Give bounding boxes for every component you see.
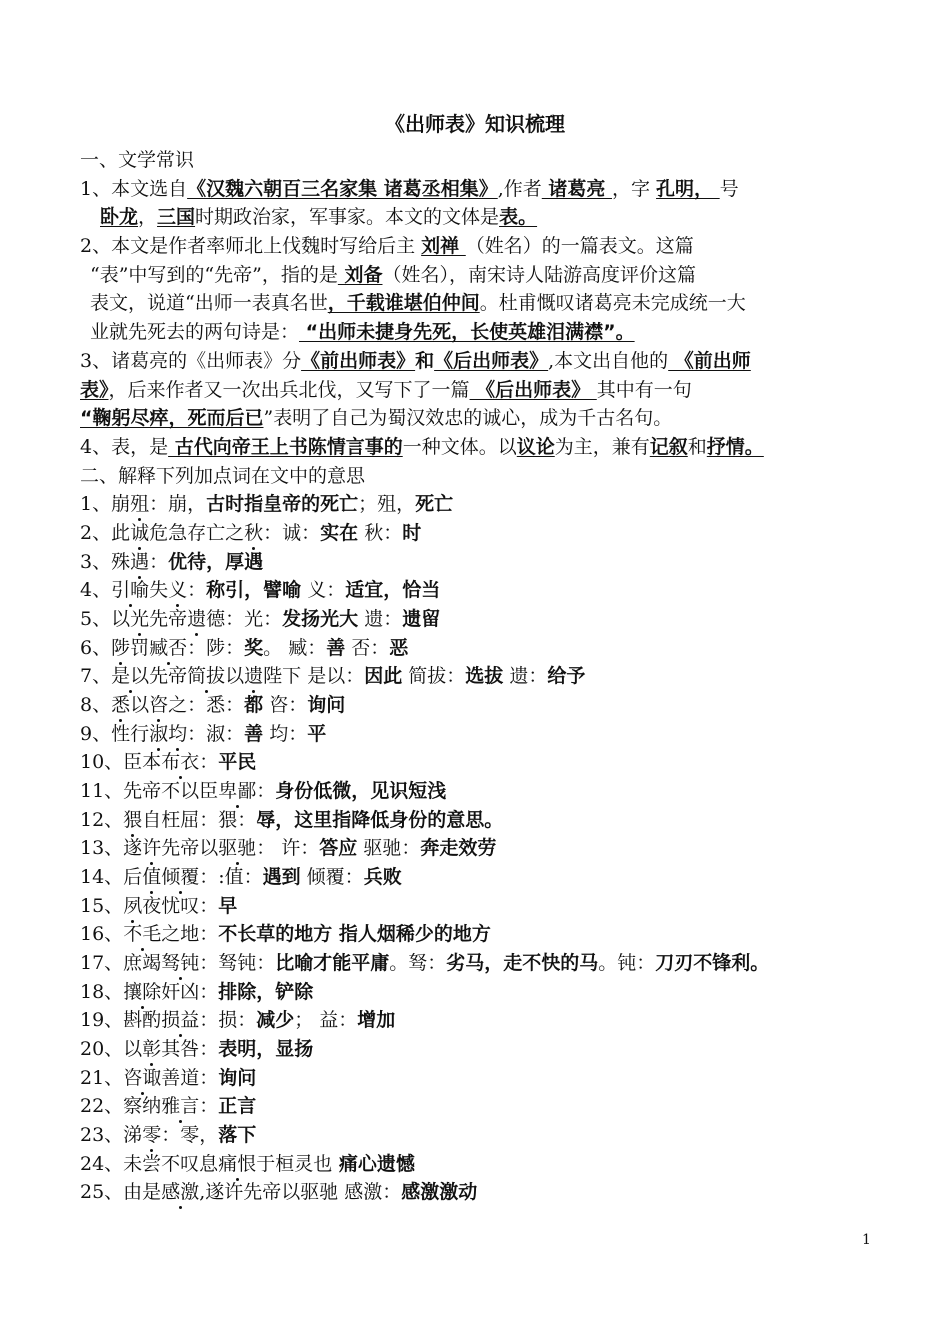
text: ：零， <box>161 1124 219 1146</box>
answer: 平 <box>307 723 327 745</box>
list-item <box>80 949 769 977</box>
paragraph-3-line-1 <box>80 347 751 375</box>
paragraph-3-line-2 <box>80 376 692 404</box>
list-item <box>80 1092 256 1120</box>
paragraph-3-line-3 <box>80 404 672 432</box>
text: ： <box>187 579 207 601</box>
text: 1、本文选自 <box>80 178 188 200</box>
paragraph-2-line-3 <box>90 289 746 317</box>
answer-era: 三国 <box>157 206 196 228</box>
text: ；殂， <box>358 493 416 515</box>
text: 时期政治家，军事家。本文的文体是 <box>195 206 500 228</box>
answer: 答应 <box>319 837 358 859</box>
dotted-word: 淑 <box>149 723 169 745</box>
text: 以 <box>225 665 245 687</box>
list-item <box>80 777 446 805</box>
text: 和 <box>415 350 435 372</box>
list-item <box>80 1035 313 1063</box>
answer-source-memorial-end: 表》 <box>80 379 109 401</box>
list-item <box>80 920 491 948</box>
text: 19、斟酌 <box>80 1009 162 1031</box>
dotted-word: 彰 <box>142 1038 162 1060</box>
dotted-word: 是以 <box>111 665 150 687</box>
dotted-word: 值 <box>142 866 162 888</box>
answer-later-lord: 刘禅 <box>421 235 466 257</box>
dotted-word: 咨 <box>149 694 169 716</box>
text: ：:值： <box>199 866 263 888</box>
dotted-word: 痛恨 <box>218 1153 257 1175</box>
answer: 劣马，走不快的马 <box>446 952 599 974</box>
answer: 早 <box>218 895 238 917</box>
answer-argument: 议论 <box>516 436 555 458</box>
text: ， <box>138 206 158 228</box>
dotted-word: 布衣 <box>161 751 200 773</box>
text: 18、 <box>80 981 124 1003</box>
text: 夜忧叹： <box>142 895 219 917</box>
text: 20、以 <box>80 1038 143 1060</box>
answer: 给予 <box>547 665 586 687</box>
list-item <box>80 863 402 891</box>
list-item <box>80 576 440 604</box>
text: 7、 <box>80 665 112 687</box>
list-item <box>80 1150 415 1178</box>
answer-second-memorial: 《后出师表》 <box>469 379 597 401</box>
answer: 询问 <box>307 694 346 716</box>
list-item <box>80 748 256 776</box>
text: ； 益： <box>294 1009 358 1031</box>
text: 陛下 是以： <box>263 665 365 687</box>
dotted-word: 攘除 <box>123 981 162 1003</box>
text: 3、殊 <box>80 551 131 573</box>
text: 之地： <box>161 923 219 945</box>
text: 为主，兼有 <box>554 436 650 458</box>
text: 否： <box>345 637 390 659</box>
answer-courtesy-name: 孔明， <box>656 178 720 200</box>
answer-genre-definition: 古代向帝王上书陈情言事的 <box>168 436 403 458</box>
answer: 时 <box>402 522 422 544</box>
text: 罚 <box>130 637 150 659</box>
dotted-word: 引喻 <box>111 579 150 601</box>
text: 。杜甫慨叹诸葛亮未完成统一大 <box>479 292 746 314</box>
paragraph-1-line-1 <box>80 175 739 203</box>
text: ：诚： <box>263 522 321 544</box>
text: 12、 <box>80 809 124 831</box>
answer-genre: 表。 <box>499 206 538 228</box>
answer: 古时指皇帝的死亡 <box>206 493 359 515</box>
answer-former-emperor: 刘备 <box>337 264 383 286</box>
answer: 恶 <box>389 637 409 659</box>
dotted-word: 遗 <box>187 608 207 630</box>
text: 感激： <box>338 1181 402 1203</box>
answer: 适宜，恰当 <box>345 579 441 601</box>
list-item <box>80 548 263 576</box>
list-item <box>80 605 440 633</box>
text: 2、本文是作者率师北上伐魏时写给后主 <box>80 235 422 257</box>
dotted-word: 光 <box>130 608 150 630</box>
dotted-word: 雅言 <box>161 1095 200 1117</box>
text: 4、表，是 <box>80 436 169 458</box>
list-item <box>80 1121 256 1149</box>
text: 危急存亡之 <box>149 522 245 544</box>
answer: 选拔 <box>465 665 504 687</box>
text: 表文，说道“出师一表真名世 <box>90 292 328 314</box>
text: 自枉屈：猥： <box>142 809 257 831</box>
text: 21、 <box>80 1067 124 1089</box>
paragraph-4 <box>80 433 764 461</box>
dotted-word: 卑鄙 <box>218 780 257 802</box>
text: 均： <box>263 723 308 745</box>
text: 倾覆： <box>300 866 364 888</box>
text: 3、诸葛亮的《出师表》分 <box>80 350 302 372</box>
list-item <box>80 806 503 834</box>
dotted-word: 殂 <box>130 493 150 515</box>
answer-former-memorial: 《前出师表》 <box>301 350 416 372</box>
text: 其咎： <box>161 1038 219 1060</box>
text: ：驽钝： <box>199 952 276 974</box>
answer: 称引，譬喻 <box>206 579 302 601</box>
dotted-word: 零 <box>142 1124 162 1146</box>
answer: 排除，铲除 <box>218 981 314 1003</box>
answer: 增加 <box>357 1009 396 1031</box>
paragraph-2-line-2 <box>90 261 696 289</box>
text: 驱驰： <box>357 837 421 859</box>
dotted-word: 损益 <box>161 1009 200 1031</box>
answer-du-fu-poem: “出师未捷身先死，长使英雄泪满襟”。 <box>299 321 635 343</box>
answer: 辱，这里指降低身份的意思。 <box>256 809 504 831</box>
dotted-word: 猥 <box>123 809 143 831</box>
text: 以 <box>130 694 150 716</box>
answer: 感激激动 <box>401 1181 478 1203</box>
text: 25、由是 <box>80 1181 162 1203</box>
text: 奸凶： <box>161 981 219 1003</box>
text: 22、察纳 <box>80 1095 162 1117</box>
text: 德：光： <box>206 608 283 630</box>
answer: 兵败 <box>363 866 402 888</box>
text: 业就先死去的两句诗是： <box>90 321 300 343</box>
dotted-word: 许 <box>142 837 162 859</box>
answer-source-book: 《汉魏六朝百三名家集 诸葛丞相集》 <box>187 178 498 200</box>
answer: 善 <box>326 637 346 659</box>
answer: 不长草的地方 指人烟稀少的地方 <box>218 923 491 945</box>
text: 和 <box>687 436 707 458</box>
list-item <box>80 834 496 862</box>
list-item <box>80 892 237 920</box>
text: 义： <box>301 579 346 601</box>
text: ：损： <box>199 1009 257 1031</box>
text: 13、遂 <box>80 837 143 859</box>
answer: 死亡 <box>415 493 454 515</box>
text: 24、未尝不叹息 <box>80 1153 219 1175</box>
answer-lyricism: 抒情。 <box>706 436 764 458</box>
dotted-word: 义 <box>168 579 188 601</box>
text: 先帝 <box>149 665 188 687</box>
answer-narration: 记叙 <box>649 436 688 458</box>
text: 其中有一句 <box>596 379 692 401</box>
section-heading-word-explanations: 二、解释下列加点词在文中的意思 <box>80 465 366 487</box>
dotted-word: 诚 <box>130 522 150 544</box>
text: ： 许： <box>256 837 320 859</box>
list-item <box>80 519 421 547</box>
document-title: 《出师表》知识梳理 <box>385 112 565 136</box>
text: 之：悉： <box>168 694 245 716</box>
dotted-word: 简拔 <box>187 665 226 687</box>
answer: 都 <box>244 694 264 716</box>
answer: 比喻才能平庸 <box>275 952 390 974</box>
text: 善道： <box>161 1067 219 1089</box>
text: ： <box>149 551 169 573</box>
list-item <box>80 1064 256 1092</box>
text: 。钝： <box>598 952 656 974</box>
answer: 奖 <box>244 637 264 659</box>
answer: 正言 <box>218 1095 257 1117</box>
text: 咨： <box>263 694 308 716</box>
text: 8、 <box>80 694 112 716</box>
answer-famous-phrase: “鞠躬尽瘁，死而后已 <box>80 407 264 429</box>
text: 2、此 <box>80 522 131 544</box>
dotted-word: 倾覆 <box>161 866 200 888</box>
text: 一种文体。以 <box>402 436 517 458</box>
text: 于桓灵也 <box>256 1153 333 1175</box>
text: 遗： <box>503 665 548 687</box>
text: 遗： <box>358 608 403 630</box>
list-item <box>80 978 313 1006</box>
answer: 优待，厚遇 <box>168 551 264 573</box>
text: 秋： <box>358 522 403 544</box>
text: 5、以 <box>80 608 131 630</box>
dotted-word: 悉 <box>111 694 131 716</box>
text: ,作者 <box>497 178 542 200</box>
text: （姓名）的一篇表文。这篇 <box>465 235 694 257</box>
text: 23、涕 <box>80 1124 143 1146</box>
answer: 实在 <box>320 522 359 544</box>
page-number: 1 <box>862 1232 871 1248</box>
text: 16、 <box>80 923 124 945</box>
answer: 平民 <box>218 751 257 773</box>
section-heading-literary-knowledge: 一、文学常识 <box>80 149 195 171</box>
text: ，字 <box>612 178 657 200</box>
answer: 痛心遗憾 <box>332 1153 415 1175</box>
text: ，后来作者又一次出兵北伐，又写下了一篇 <box>108 379 470 401</box>
answer: 因此 <box>364 665 403 687</box>
text: 简拔： <box>402 665 466 687</box>
text: 先帝以 <box>161 837 219 859</box>
text: ,本文出自他的 <box>548 350 669 372</box>
dotted-word: 均 <box>168 723 188 745</box>
answer: 遗留 <box>402 608 441 630</box>
answer: 落下 <box>218 1124 257 1146</box>
list-item <box>80 691 345 719</box>
text: （姓名），南宋诗人陆游高度评价这篇 <box>382 264 696 286</box>
text: 4、 <box>80 579 112 601</box>
answer-latter-memorial: 《后出师表》 <box>434 350 549 372</box>
text: 失 <box>149 579 169 601</box>
text: 6、 <box>80 637 112 659</box>
dotted-word: 遇 <box>130 551 150 573</box>
dotted-word: 臧否 <box>149 637 188 659</box>
answer: 遇到 <box>262 866 301 888</box>
answer: 善 <box>244 723 264 745</box>
text: 。驽： <box>389 952 447 974</box>
dotted-word: 夙 <box>123 895 143 917</box>
text: ：陟： <box>187 637 245 659</box>
dotted-word: 驱驰 <box>218 837 257 859</box>
text: ,遂许先帝以驱驰 <box>199 1181 339 1203</box>
answer: 减少 <box>256 1009 295 1031</box>
text: 9、性行 <box>80 723 150 745</box>
answer-source-memorial: 《前出师 <box>668 350 751 372</box>
answer: 表明，显扬 <box>218 1038 314 1060</box>
paragraph-2-line-1 <box>80 232 694 260</box>
list-item <box>80 1006 395 1034</box>
list-item <box>80 490 453 518</box>
text: 17、庶竭 <box>80 952 162 974</box>
answer: 询问 <box>218 1067 257 1089</box>
text: 11、先帝不以臣 <box>80 780 219 802</box>
text: ： <box>256 780 276 802</box>
list-item <box>80 662 585 690</box>
text: 14、后 <box>80 866 143 888</box>
dotted-word: 驽钝 <box>161 952 200 974</box>
text: ： <box>199 751 219 773</box>
paragraph-2-line-4 <box>90 318 635 346</box>
text: ： <box>199 1095 219 1117</box>
text: 1、崩 <box>80 493 131 515</box>
answer: 发扬光大 <box>282 608 359 630</box>
text: 15、 <box>80 895 124 917</box>
dotted-word: 遗 <box>244 665 264 687</box>
dotted-word: 感激 <box>161 1181 200 1203</box>
dotted-word: 秋 <box>244 522 264 544</box>
text: 。 臧： <box>263 637 327 659</box>
answer: 奔走效劳 <box>420 837 497 859</box>
text: ”表明了自己为蜀汉效忠的诚心，成为千古名句。 <box>263 407 673 429</box>
text: “表”中写到的“先帝”，指的是 <box>90 264 338 286</box>
answer-poem-line: ，千载谁堪伯仲间 <box>327 292 480 314</box>
answer: 身份低微，见识短浅 <box>275 780 447 802</box>
text: ：崩， <box>149 493 207 515</box>
text: 先帝 <box>149 608 188 630</box>
answer: 刀刃不锋利。 <box>655 952 770 974</box>
text: 10、臣本 <box>80 751 162 773</box>
dotted-word: 陟 <box>111 637 131 659</box>
text: 号 <box>719 178 739 200</box>
dotted-word: 不毛 <box>123 923 162 945</box>
paragraph-1-line-2 <box>100 203 537 231</box>
list-item <box>80 720 326 748</box>
dotted-word: 咨诹 <box>123 1067 162 1089</box>
list-item <box>80 1178 477 1206</box>
list-item <box>80 634 408 662</box>
answer-author: 诸葛亮 <box>541 178 612 200</box>
text: ：淑： <box>187 723 245 745</box>
answer-alias: 卧龙 <box>100 206 139 228</box>
